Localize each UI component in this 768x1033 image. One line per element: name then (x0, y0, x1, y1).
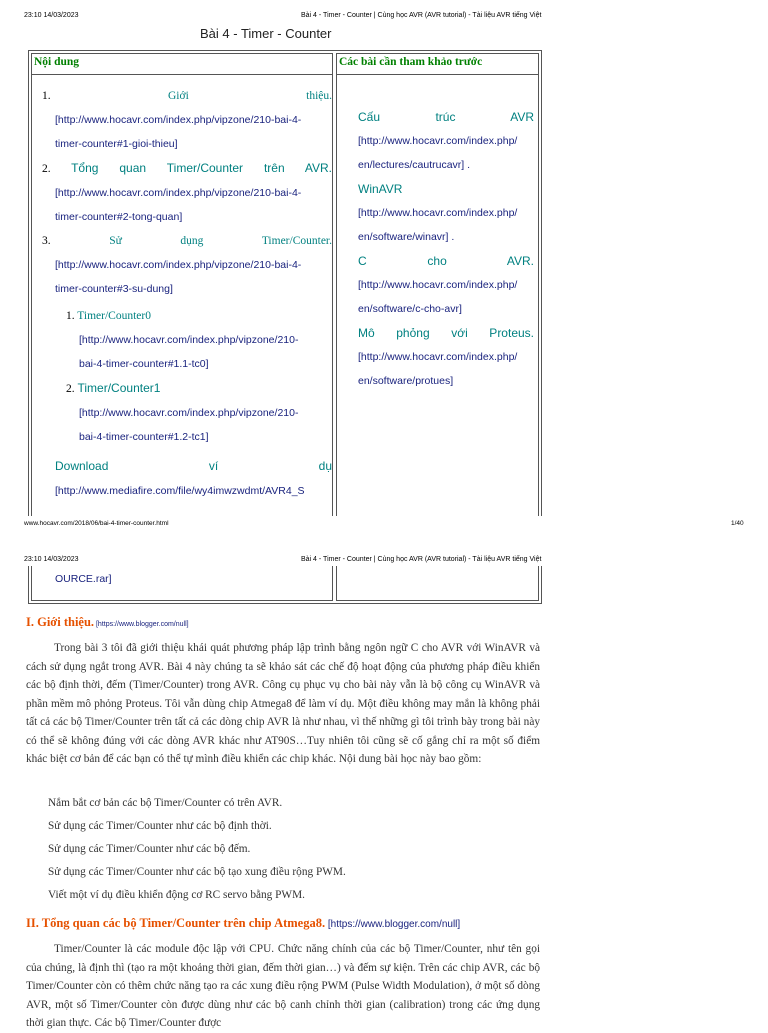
reference-item[interactable] (358, 249, 534, 321)
table-divider (336, 74, 539, 75)
reference-url[interactable]: [http://www.hocavr.com/index.php/ (358, 207, 518, 219)
print-url: www.hocavr.com/2018/06/bai-4-timer-counter.html (24, 520, 169, 527)
toc-item[interactable] (42, 84, 332, 156)
table-divider (31, 74, 333, 75)
toc-number: 2. (66, 383, 75, 395)
toc-url[interactable]: [http://www.hocavr.com/index.php/vipzone/210-bai-4- (55, 187, 302, 199)
reference-list (358, 105, 534, 393)
toc-item[interactable] (42, 229, 332, 301)
intro-paragraph (26, 639, 540, 769)
print-timestamp: 23:10 14/03/2023 (24, 556, 79, 563)
list-item: Nắm bắt cơ bản các bộ Timer/Counter có trên AVR. (48, 797, 283, 809)
download-url[interactable]: OURCE.rar] (55, 573, 112, 585)
reference-link[interactable]: WinAVR (358, 182, 403, 196)
paragraph-text: Timer/Counter là các module độc lập với CPU. Chức năng chính của các bộ Timer/Counter, như tên gọi của chúng, là định thì (tạo ra một khoảng thời gian, đếm thời gian…) và đếm sự kiện. Trên các chip AVR, các bộ Timer/Counter còn có thêm chức năng tạo ra các xung điều rộng PWM (Pulse Width Modulation), ở một số dòng AVR, một số Timer/Counter còn được dùng như các bộ canh chỉnh thời gian (calibration) trong các ứng dụng thời gian thực. Các bộ Timer/Counter được (26, 943, 540, 1029)
toc-url[interactable]: timer-counter#3-su-dung] (55, 283, 173, 295)
toc-link[interactable]: Tổng quan Timer/Counter trên AVR. (71, 161, 332, 175)
section-title: I. Giới thiệu. (26, 615, 95, 629)
toc-url[interactable]: timer-counter#2-tong-quan] (55, 211, 183, 223)
section-link[interactable]: [https://www.blogger.com/null] (325, 919, 461, 930)
reference-url[interactable]: en/software/c-cho-avr] (358, 303, 462, 315)
intro-list (48, 792, 346, 907)
reference-url[interactable]: [http://www.hocavr.com/index.php/ (358, 351, 518, 363)
toc-url[interactable]: bai-4-timer-counter#1.2-tc1] (79, 431, 209, 443)
print-timestamp: 23:10 14/03/2023 (24, 12, 79, 19)
reference-link[interactable]: Cấu trúc AVR (358, 110, 534, 124)
download-url[interactable]: [http://www.mediafire.com/file/wy4imwzwdmt/AVR4_S (55, 485, 305, 497)
list-item: Viết một ví dụ điều khiển động cơ RC servo bằng PWM. (48, 889, 305, 901)
toc-link[interactable]: Giới thiệu. (167, 90, 332, 102)
toc-url[interactable]: [http://www.hocavr.com/index.php/vipzone/210- (79, 334, 299, 346)
list-item: Sử dụng các Timer/Counter như các bộ đếm. (48, 843, 251, 855)
sub-toc-item[interactable] (66, 304, 332, 376)
document-title: Bài 4 - Timer - Counter (200, 26, 332, 41)
section-heading-intro (26, 615, 189, 630)
list-item: Sử dụng các Timer/Counter như các bộ định thời. (48, 820, 272, 832)
reference-item[interactable] (358, 321, 534, 393)
toc-url[interactable]: bai-4-timer-counter#1.1-tc0] (79, 358, 209, 370)
paragraph-text: Trong bài 3 tôi đã giới thiệu khái quát phương pháp lập trình bằng ngôn ngữ C cho AVR với WinAVR và cách sử dụng ngắt trong AVR. Bài 4 này chúng ta sẽ khảo sát các chế độ hoạt động của phương pháp điều khiển các bộ định thời, đếm (Timer/Counter) trong AVR. Công cụ phục vụ cho bài này vẫn là bộ công cụ WinAVR và phần mềm mô phỏng Proteus. Tôi vẫn dùng chip Atmega8 để làm ví dụ. Một điều không may mắn là không phải tất cả các bộ Timer/Counter trên tất cả các dòng chip AVR là như nhau, vì thế những gì tôi trình bày trong bài này có thể sẽ không đúng với các dòng AVR khác như AT90S…Tuy nhiên tôi cũng sẽ cố gắng chỉ ra một số điểm khác biệt cơ bản để các bạn có thể tự mình điều khiển các chip khác. Nội dung bài học này bao gồm: (26, 642, 540, 765)
toc-item[interactable] (42, 156, 332, 229)
toc-number: 1. (66, 310, 75, 322)
download-label[interactable]: Download ví dụ (55, 459, 332, 473)
toc-url[interactable]: timer-counter#1-gioi-thieu] (55, 138, 178, 150)
sub-toc-link[interactable]: Timer/Counter0 (77, 310, 151, 322)
reference-link[interactable]: C cho AVR. (358, 254, 534, 268)
reference-link[interactable]: Mô phỏng với Proteus. (358, 326, 534, 340)
toc-url[interactable]: [http://www.hocavr.com/index.php/vipzone/210-bai-4- (55, 259, 302, 271)
reference-url[interactable]: [http://www.hocavr.com/index.php/ (358, 279, 518, 291)
toc-number: 2. (42, 163, 51, 175)
sub-toc-link[interactable]: Timer/Counter1 (77, 381, 161, 395)
toc-number: 3. (42, 235, 51, 247)
reference-item[interactable] (358, 105, 534, 177)
reference-item[interactable] (358, 177, 534, 249)
reference-url[interactable]: en/software/winavr] . (358, 231, 455, 243)
print-page-title: Bài 4 - Timer - Counter | Cùng học AVR (AVR tutorial) - Tài liệu AVR tiếng Việt (301, 12, 542, 19)
print-page-title: Bài 4 - Timer - Counter | Cùng học AVR (AVR tutorial) - Tài liệu AVR tiếng Việt (301, 556, 542, 563)
download-link[interactable] (55, 454, 332, 503)
page-number: 1/40 (731, 520, 744, 527)
column-header-contents: Nội dung (34, 56, 80, 68)
toc-link[interactable]: Sử dụng Timer/Counter. (109, 235, 332, 247)
section-heading-overview (26, 916, 460, 931)
list-item: Sử dụng các Timer/Counter như các bộ tạo xung điều rộng PWM. (48, 866, 346, 878)
toc-url[interactable]: [http://www.hocavr.com/index.php/vipzone/210- (79, 407, 299, 419)
toc-list (42, 84, 332, 301)
reference-url[interactable]: en/software/protues] (358, 375, 454, 387)
section-link[interactable]: [https://www.blogger.com/null] (94, 621, 189, 628)
reference-url[interactable]: en/lectures/cautrucavr] . (358, 159, 471, 171)
overview-paragraph (26, 940, 540, 1033)
toc-url[interactable]: [http://www.hocavr.com/index.php/vipzone/210-bai-4- (55, 114, 302, 126)
section-title: II. Tổng quan các bộ Timer/Counter trên chip Atmega8. (26, 916, 326, 930)
toc-number: 1. (42, 90, 51, 102)
reference-url[interactable]: [http://www.hocavr.com/index.php/ (358, 135, 518, 147)
column-header-references: Các bài cần tham khảo trước (339, 56, 483, 68)
sub-toc-item[interactable] (66, 376, 332, 449)
sub-toc-list (66, 304, 332, 449)
table-cell-references (336, 566, 539, 601)
